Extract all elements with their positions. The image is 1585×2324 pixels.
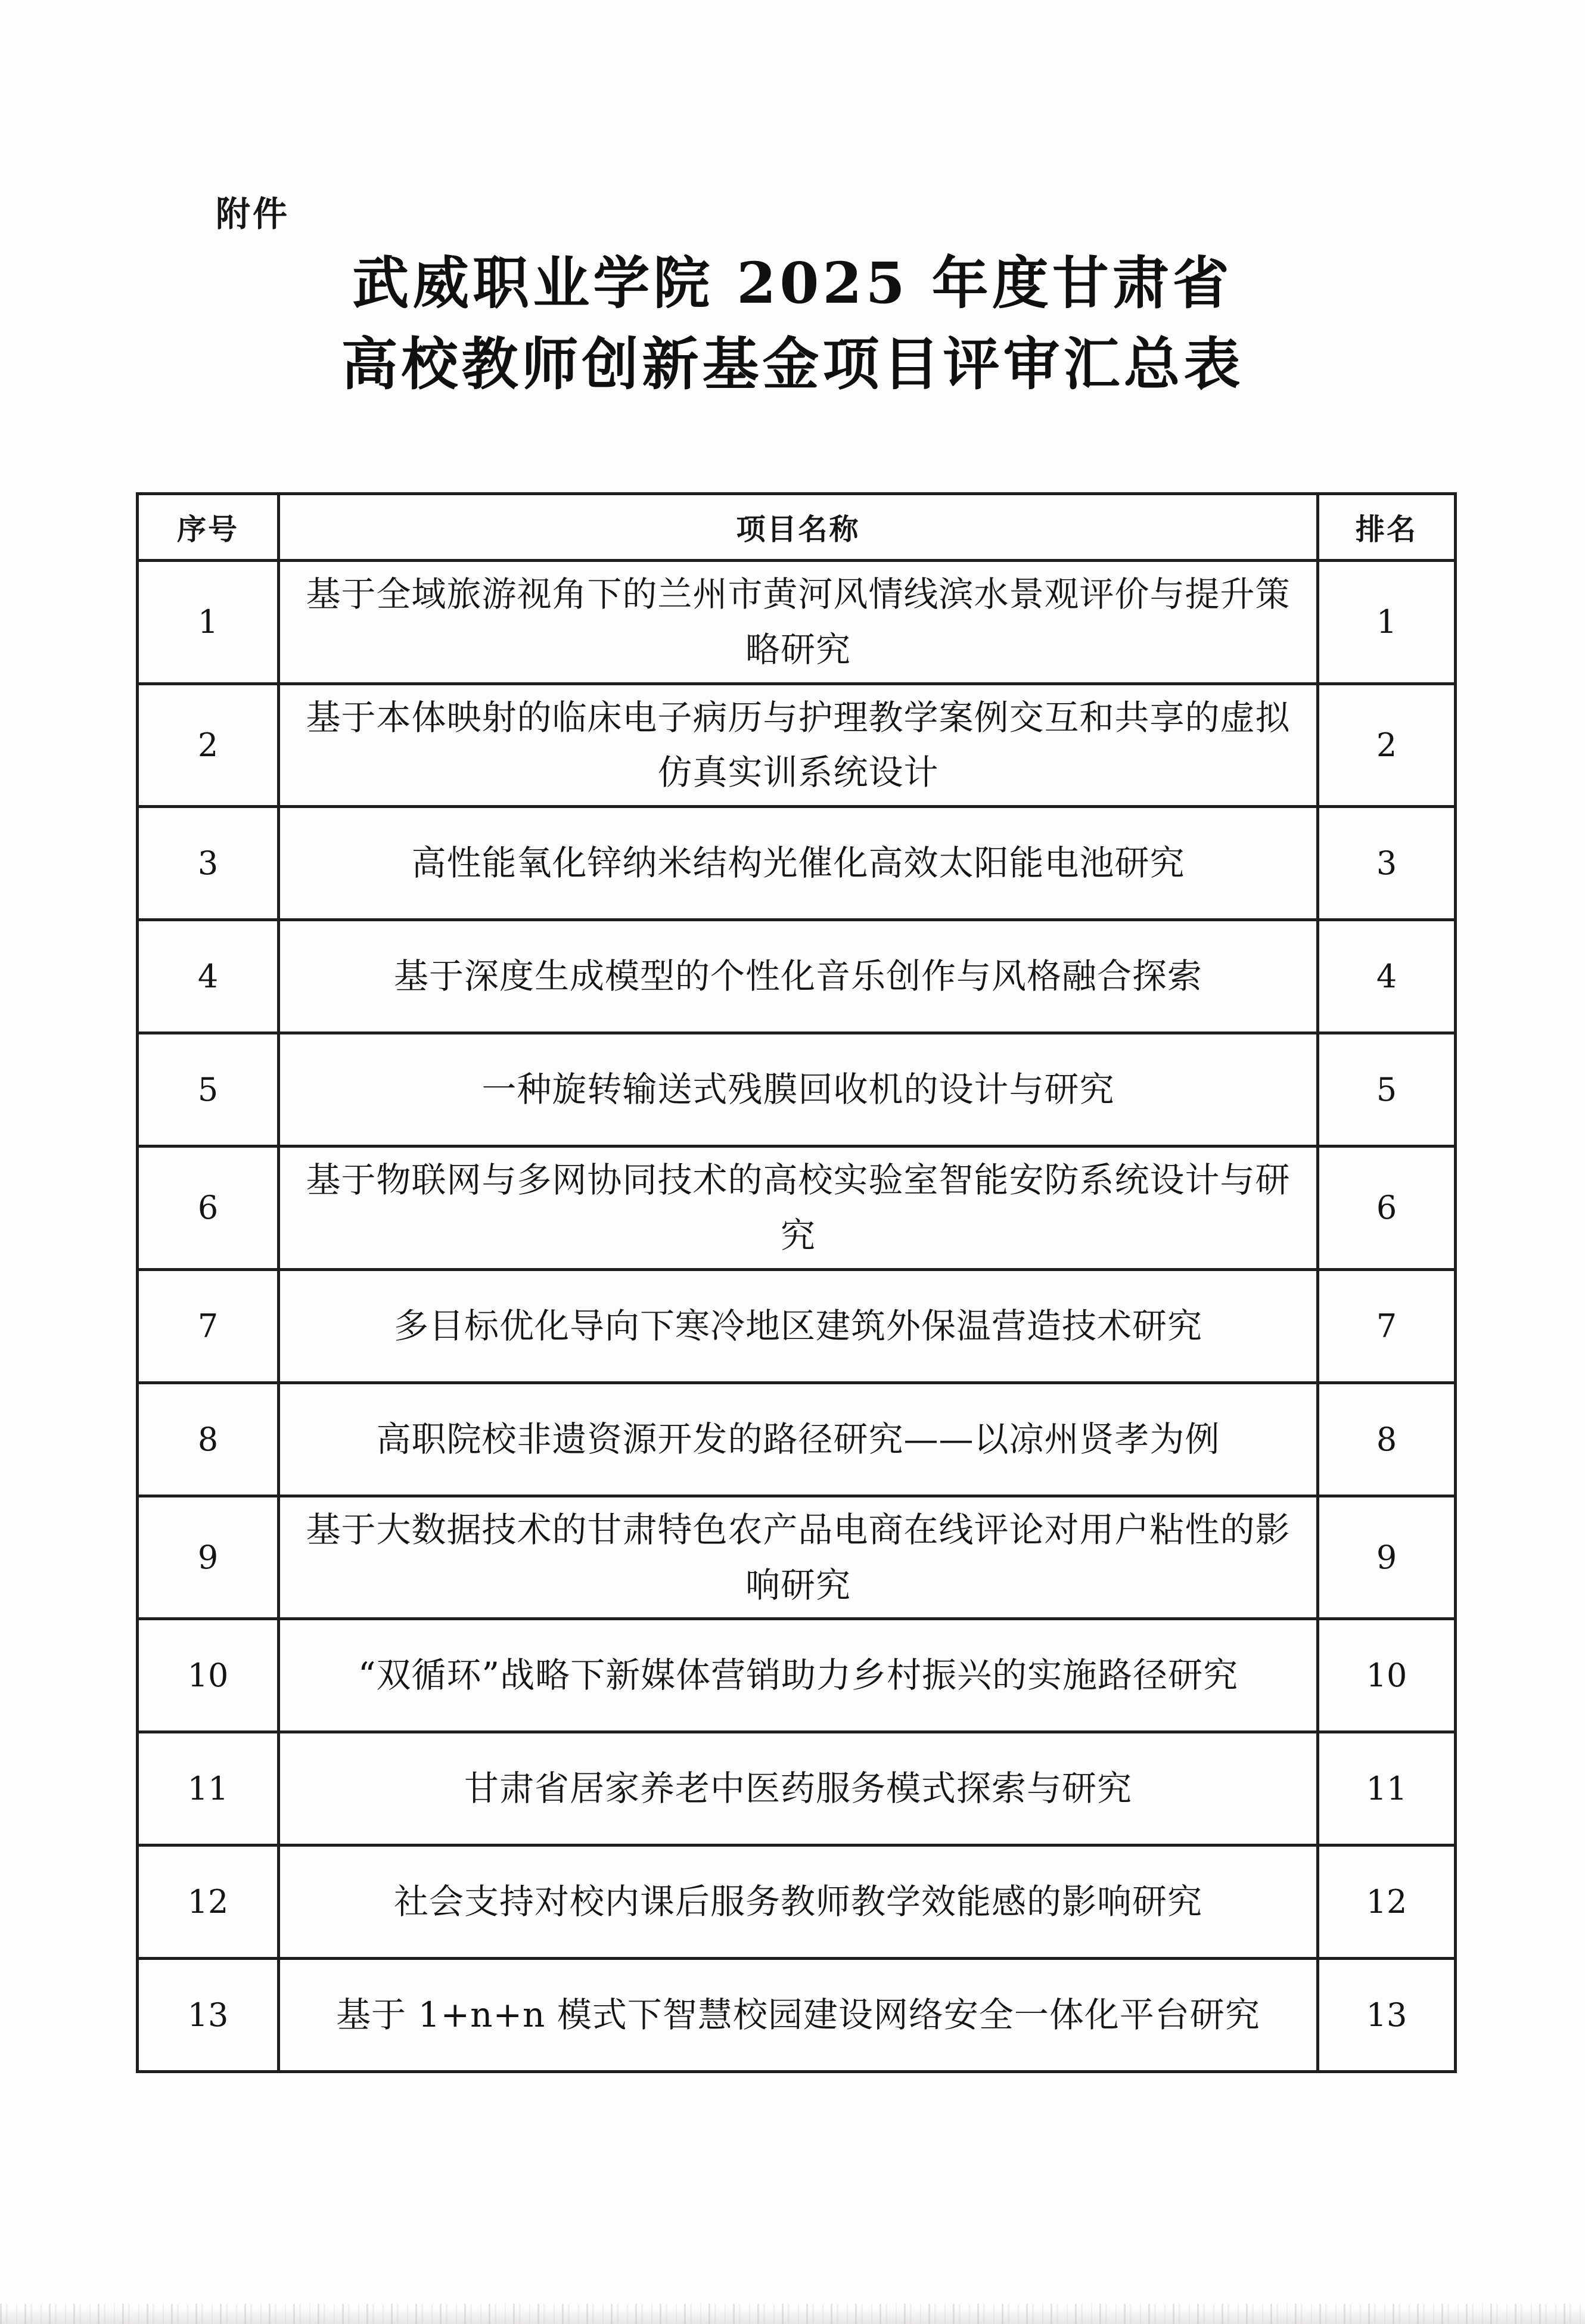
row-project: 基于 1+n+n 模式下智慧校园建设网络安全一体化平台研究 (279, 1959, 1318, 2072)
row-project: 多目标优化导向下寒冷地区建筑外保温营造技术研究 (279, 1269, 1318, 1382)
row-rank: 1 (1318, 561, 1456, 684)
review-summary-table (136, 492, 1457, 2073)
row-index: 7 (138, 1269, 279, 1382)
row-project: 基于深度生成模型的个性化音乐创作与风格融合探索 (279, 920, 1318, 1033)
row-index: 11 (138, 1732, 279, 1845)
row-project: 基于大数据技术的甘肃特色农产品电商在线评论对用户粘性的影响研究 (279, 1496, 1318, 1619)
table-row (138, 1845, 1456, 1959)
row-project: “双循环”战略下新媒体营销助力乡村振兴的实施路径研究 (279, 1619, 1318, 1732)
scan-artifact (0, 2304, 1585, 2324)
document-title (0, 243, 1585, 405)
table-row (138, 1382, 1456, 1496)
row-rank: 3 (1318, 807, 1456, 920)
row-rank: 10 (1318, 1619, 1456, 1732)
table-row (138, 1269, 1456, 1382)
row-index: 6 (138, 1147, 279, 1270)
table-row (138, 1619, 1456, 1732)
row-index: 9 (138, 1496, 279, 1619)
header-project: 项目名称 (279, 494, 1318, 561)
title-line-1: 武威职业学院 2025 年度甘肃省 (352, 250, 1233, 316)
table-row (138, 1496, 1456, 1619)
row-project: 基于全域旅游视角下的兰州市黄河风情线滨水景观评价与提升策略研究 (279, 561, 1318, 684)
table-header-row (138, 494, 1456, 561)
row-rank: 12 (1318, 1845, 1456, 1959)
table-row (138, 920, 1456, 1033)
table-row (138, 807, 1456, 920)
attachment-label: 附件 (216, 194, 290, 234)
row-rank: 9 (1318, 1496, 1456, 1619)
table-row (138, 561, 1456, 684)
row-rank: 2 (1318, 683, 1456, 807)
row-rank: 11 (1318, 1732, 1456, 1845)
row-index: 5 (138, 1033, 279, 1147)
table-row (138, 1959, 1456, 2072)
row-project: 基于物联网与多网协同技术的高校实验室智能安防系统设计与研究 (279, 1147, 1318, 1270)
title-line-2: 高校教师创新基金项目评审汇总表 (341, 331, 1244, 397)
row-project: 一种旋转输送式残膜回收机的设计与研究 (279, 1033, 1318, 1147)
row-project: 基于本体映射的临床电子病历与护理教学案例交互和共享的虚拟仿真实训系统设计 (279, 683, 1318, 807)
row-project: 高性能氧化锌纳米结构光催化高效太阳能电池研究 (279, 807, 1318, 920)
table-row (138, 1033, 1456, 1147)
table-row (138, 683, 1456, 807)
row-index: 10 (138, 1619, 279, 1732)
row-rank: 7 (1318, 1269, 1456, 1382)
row-project: 甘肃省居家养老中医药服务模式探索与研究 (279, 1732, 1318, 1845)
row-rank: 5 (1318, 1033, 1456, 1147)
row-index: 3 (138, 807, 279, 920)
table-row (138, 1732, 1456, 1845)
row-rank: 4 (1318, 920, 1456, 1033)
header-rank: 排名 (1318, 494, 1456, 561)
row-index: 13 (138, 1959, 279, 2072)
row-rank: 8 (1318, 1382, 1456, 1496)
header-index: 序号 (138, 494, 279, 561)
row-rank: 13 (1318, 1959, 1456, 2072)
row-project: 高职院校非遗资源开发的路径研究——以凉州贤孝为例 (279, 1382, 1318, 1496)
row-index: 4 (138, 920, 279, 1033)
table-row (138, 1147, 1456, 1270)
row-index: 12 (138, 1845, 279, 1959)
row-rank: 6 (1318, 1147, 1456, 1270)
row-index: 8 (138, 1382, 279, 1496)
row-index: 2 (138, 683, 279, 807)
row-project: 社会支持对校内课后服务教师教学效能感的影响研究 (279, 1845, 1318, 1959)
row-index: 1 (138, 561, 279, 684)
